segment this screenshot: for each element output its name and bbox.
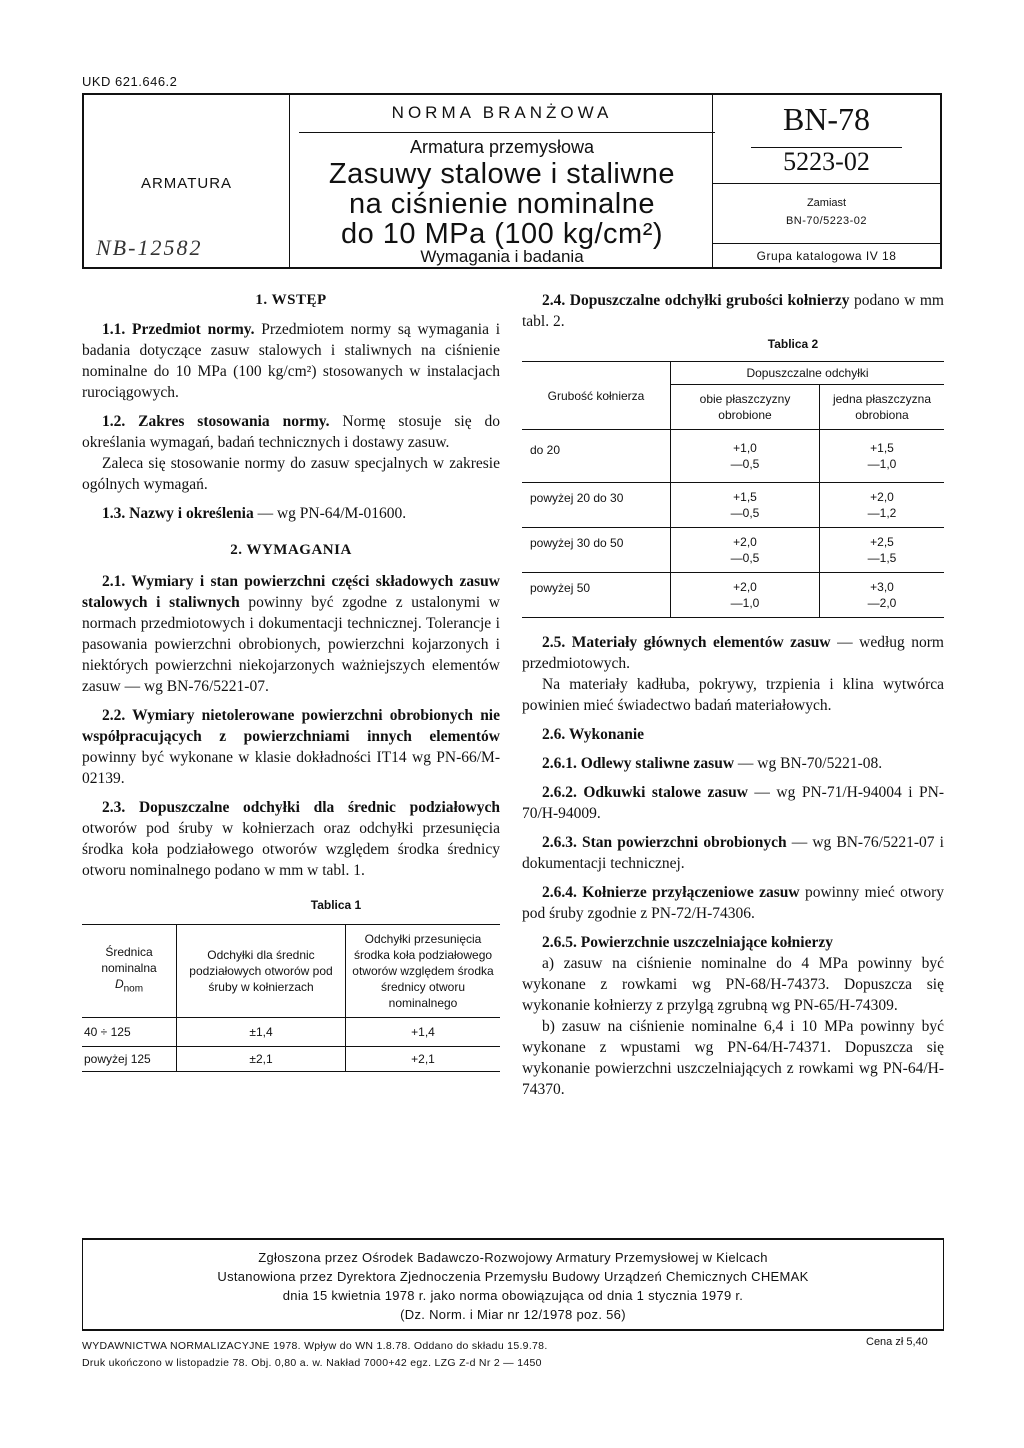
para-2-6-3: 2.6.3. Stan powierzchni obrobionych — wg BN-76/5221-07 i dokumentacji technicznej.: [522, 834, 944, 872]
table-row: powyżej 50 +2,0 —1,0 +3,0 —2,0: [522, 573, 944, 618]
t1-header-offset: Odchyłki przesunięcia środka koła podziałowego otworów względem środka średnicy otworu nominalnego: [352, 932, 494, 1010]
para-2-6-2: 2.6.2. Odkuwki stalowe zasuw — wg PN-71/H-94004 i PN-70/H-94009.: [522, 784, 944, 822]
norm-number: 5223-02: [783, 147, 870, 176]
table-2: [522, 361, 944, 618]
section-2-title: 2. WYMAGANIA: [230, 542, 352, 558]
t2-header-one: jedna płaszczyzna obrobiona: [832, 392, 932, 422]
para-1-2: 1.2. Zakres stosowania normy. Normę stosuje się do określania wymagań, badań technicznych i dostawy zasuw.: [82, 413, 500, 451]
handwritten-note: NB-12582: [96, 235, 203, 260]
para-2-4: 2.4. Dopuszczalne odchyłki grubości kołnierzy podano w mm tabl. 2.: [522, 292, 944, 330]
t2-header-thickness: Grubość kołnierza: [522, 362, 671, 430]
category-label: ARMATURA: [140, 175, 233, 192]
para-2-6-5b: b) zasuw na ciśnienie nominalne 6,4 i 10 MPa powinny być wykonane z wpustami wg PN-64/H-74371. Dopuszcza się wykonanie powierzchni uszczelniających z rowkami wg PN-64/H-74370.: [522, 1018, 944, 1098]
para-1-2b: Zaleca się stosowanie normy do zasuw specjalnych w zakresie ogólnych wymagań.: [82, 455, 500, 493]
approval-line-3: dnia 15 kwietnia 1978 r. jako norma obowiązująca od dnia 1 stycznia 1979 r.: [282, 1288, 744, 1303]
replaces-value: BN-70/5223-02: [785, 215, 868, 227]
udc-code: UKD 621.646.2: [82, 74, 178, 89]
publisher-info: [82, 1338, 548, 1372]
table-row: 40 ÷ 125 ±1,4 +1,4: [82, 1018, 500, 1047]
approval-line-2: Ustanowiona przez Dyrektora Zjednoczenia Przemysłu Budowy Urządzeń Chemicznych CHEMAK: [217, 1269, 809, 1284]
subtitle: Armatura przemysłowa: [409, 137, 595, 157]
price: Cena zł 5,40: [866, 1336, 928, 1348]
table-row: powyżej 20 do 30 +1,5 —0,5 +2,0 —1,2: [522, 483, 944, 528]
approval-line-1: Zgłoszona przez Ośrodek Badawczo-Rozwojowy Armatury Przemysłowej w Kielcach: [258, 1250, 768, 1265]
publisher-line-2: Druk ukończono w listopadzie 78. Obj. 0,80 a. w. Nakład 7000+42 egz. LZG Z-d Nr 2 — 1450: [82, 1357, 542, 1369]
title-line-4: Wymagania i badania: [420, 247, 584, 266]
table-row: powyżej 30 do 50 +2,0 —0,5 +2,5 —1,5: [522, 528, 944, 573]
title-line-2: na ciśnienie nominalne: [348, 188, 656, 220]
table-row: powyżej 125 ±2,1 +2,1: [82, 1047, 500, 1072]
table-2-caption: Tablica 2: [767, 337, 819, 351]
t2-header-group: Dopuszczalne odchyłki: [671, 362, 945, 385]
table-row: do 20 +1,0 —0,5 +1,5 —1,0: [522, 430, 944, 483]
table-1-caption: Tablica 1: [310, 898, 362, 912]
header-title-cell: [289, 95, 715, 267]
title-line-3: do 10 MPa (100 kg/cm²): [340, 218, 664, 250]
bn-label: BN-78: [782, 101, 871, 137]
catalog-group: Grupa katalogowa IV 18: [756, 249, 897, 263]
para-2-3: 2.3. Dopuszczalne odchyłki dla średnic podziałowych otworów pod śruby w kołnierzach oraz odchyłki przesunięcia środka koła podziałowego otworów względem środka średnicy otworu nominalnego podano w mm w tabl. 1.: [82, 799, 500, 879]
para-2-5b: Na materiały kadłuba, pokrywy, trzpienia i klina wytwórca powinien mieć świadectwo badań materiałowych.: [522, 676, 944, 714]
para-1-1: 1.1. Przedmiot normy. Przedmiotem normy są wymagania i badania dotyczące zasuw stalowych i staliwnych na ciśnienie nominalne do 10 MPa (100 kg/cm²) stosowanych w instalacjach rurociągowych.: [82, 321, 501, 401]
section-1-title: 1. WSTĘP: [255, 292, 327, 308]
header-number-cell: [712, 95, 940, 267]
table-1: [82, 924, 500, 1072]
para-2-6-5a: a) zasuw na ciśnienie nominalne do 4 MPa powinny być wykonane z rowkami wg PN-68/H-74373. Dopuszcza się wykonanie kołnierzy z przylgą zgrubną wg PN-65/H-74309.: [522, 955, 944, 1014]
right-column: [522, 290, 944, 1100]
t1-header-pitch: Odchyłki dla średnic podziałowych otworów pod śruby w kołnierzach: [177, 925, 346, 1018]
para-2-6: 2.6. Wykonanie: [542, 726, 645, 743]
para-2-6-1: 2.6.1. Odlewy staliwne zasuw — wg BN-70/5221-08.: [542, 755, 883, 772]
header-left-cell: [84, 95, 290, 267]
t1-header-diameter: Średnica nominalna $D_{nom}$: [82, 925, 177, 1018]
para-2-2: 2.2. Wymiary nietolerowane powierzchni obrobionych nie współpracujących z powierzchniami innych elementów powinny być wykonane w klasie dokładności IT14 wg PN-66/M-02139.: [82, 707, 500, 787]
para-2-6-5: 2.6.5. Powierzchnie uszczelniające kołnierzy: [542, 934, 833, 951]
left-column: [82, 290, 500, 1072]
approval-line-4: (Dz. Norm. i Miar nr 12/1978 poz. 56): [400, 1307, 626, 1322]
para-2-5: 2.5. Materiały głównych elementów zasuw — według norm przedmiotowych.: [522, 634, 944, 672]
header-box: [82, 93, 942, 269]
para-2-6-4: 2.6.4. Kołnierze przyłączeniowe zasuw powinny mieć otwory pod śruby zgodnie z PN-72/H-74306.: [522, 884, 944, 922]
para-2-1: 2.1. Wymiary i stan powierzchni części składowych zasuw stalowych i staliwnych powinny być zgodne z ustalonymi w normach przedmiotowych i dokumentacji technicznej. Tolerancje i pasowania powierzchni obrobionych, powierzchni kojarzonych i niektórych powierzchni niekojarzonych ważniejszych elementów zasuw — wg BN-76/5221-07.: [82, 573, 500, 695]
title-line-1: Zasuwy stalowe i staliwne: [328, 158, 676, 190]
norm-title: [289, 159, 715, 249]
norm-type: NORMA BRANŻOWA: [391, 103, 613, 122]
t2-header-both: obie płaszczyzny obrobione: [671, 385, 820, 430]
replaces-label: Zamiast: [806, 197, 847, 209]
approval-box: [82, 1238, 944, 1331]
para-1-3: 1.3. Nazwy i określenia — wg PN-64/M-01600.: [102, 505, 407, 522]
publisher-line-1: WYDAWNICTWA NORMALIZACYJNE 1978. Wpływ do WN 1.8.78. Oddano do składu 15.9.78.: [82, 1340, 548, 1352]
